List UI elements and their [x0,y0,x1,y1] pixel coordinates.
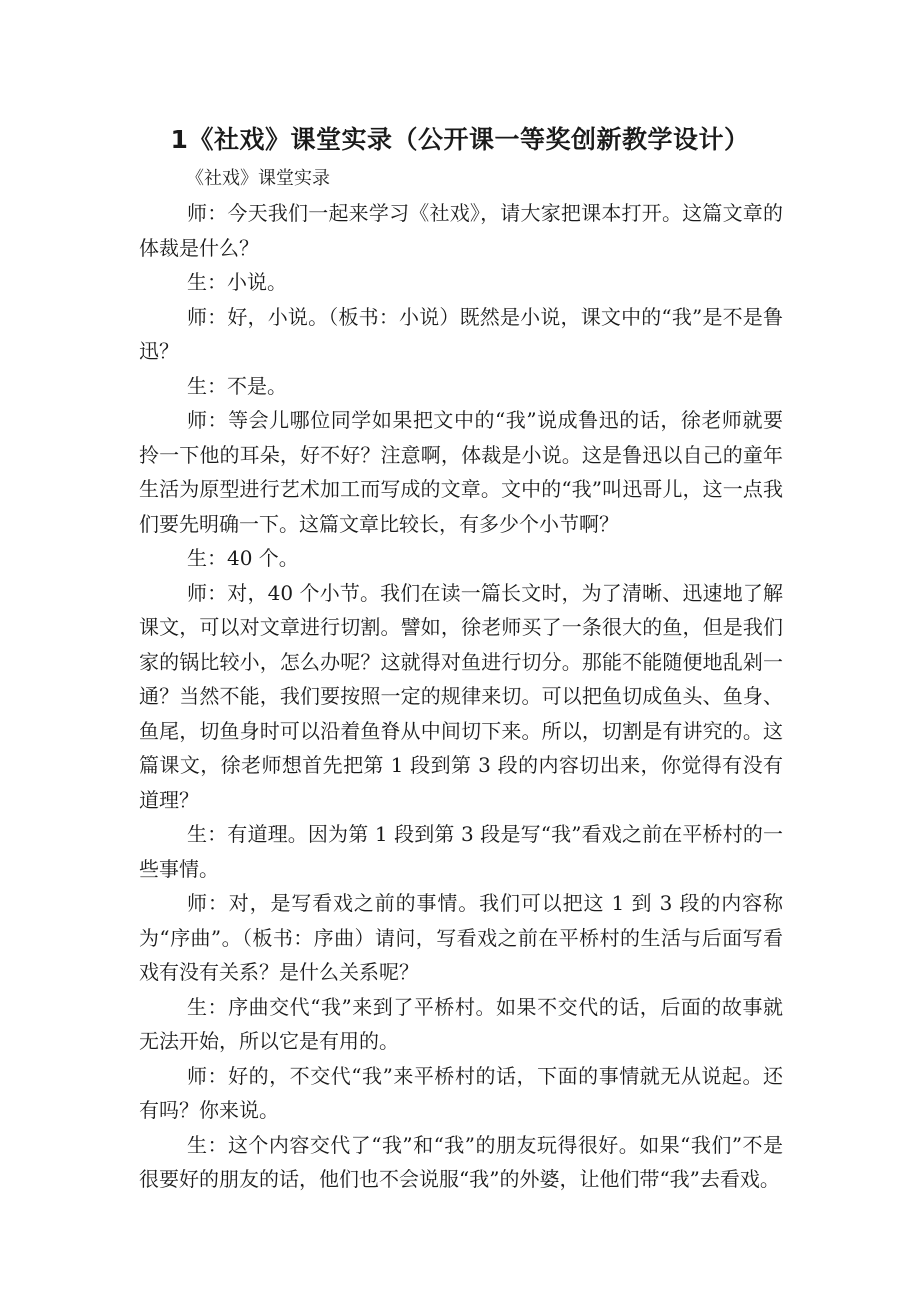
paragraph: 生：序曲交代“我”来到了平桥村。如果不交代的话，后面的故事就无法开始，所以它是有用的。 [139,994,783,1053]
paragraph: 师：今天我们一起来学习《社戏》，请大家把课本打开。这篇文章的体裁是什么？ [139,201,783,260]
document-title: 1《社戏》课堂实录（公开课一等奖创新教学设计） [170,125,750,154]
document-subtitle: 《社戏》课堂实录 [186,168,330,189]
paragraph: 师：对，是写看戏之前的事情。我们可以把这 1 到 3 段的内容称为“序曲”。（板书：序曲）请问，写看戏之前在平桥村的生活与后面写看戏有没有关系？是什么关系呢？ [139,891,783,984]
paragraph: 师：等会儿哪位同学如果把文中的“我”说成鲁迅的话，徐老师就要拎一下他的耳朵，好不好？注意啊，体裁是小说。这是鲁迅以自己的童年生活为原型进行艺术加工而写成的文章。文中的“我”叫迅哥儿，这一点我们要先明确一下。这篇文章比较长，有多少个小节啊？ [139,408,783,536]
paragraph: 生：40 个。 [187,546,299,570]
document-body [139,196,783,1197]
paragraph: 师：好的，不交代“我”来平桥村的话，下面的事情就无从说起。还有吗？你来说。 [139,1063,783,1122]
paragraph: 生：这个内容交代了“我”和“我”的朋友玩得很好。如果“我们”不是很要好的朋友的话，他们也不会说服“我”的外婆，让他们带“我”去看戏。 [139,1132,783,1191]
paragraph: 师：对，40 个小节。我们在读一篇长文时，为了清晰、迅速地了解课文，可以对文章进行切割。譬如，徐老师买了一条很大的鱼，但是我们家的锅比较小，怎么办呢？这就得对鱼进行切分。那能不能随便地乱剁一通？当然不能，我们要按照一定的规律来切。可以把鱼切成鱼头、鱼身、鱼尾，切鱼身时可以沿着鱼脊从中间切下来。所以，切割是有讲究的。这篇课文，徐老师想首先把第 1 段到第 3 段的内容切出来，你觉得有没有道理？ [139,580,783,812]
paragraph: 生：小说。 [187,270,287,294]
paragraph: 生：有道理。因为第 1 段到第 3 段是写“我”看戏之前在平桥村的一些事情。 [139,822,783,881]
paragraph: 师：好，小说。（板书：小说）既然是小说，课文中的“我”是不是鲁迅？ [139,304,783,363]
paragraph: 生：不是。 [187,373,287,398]
